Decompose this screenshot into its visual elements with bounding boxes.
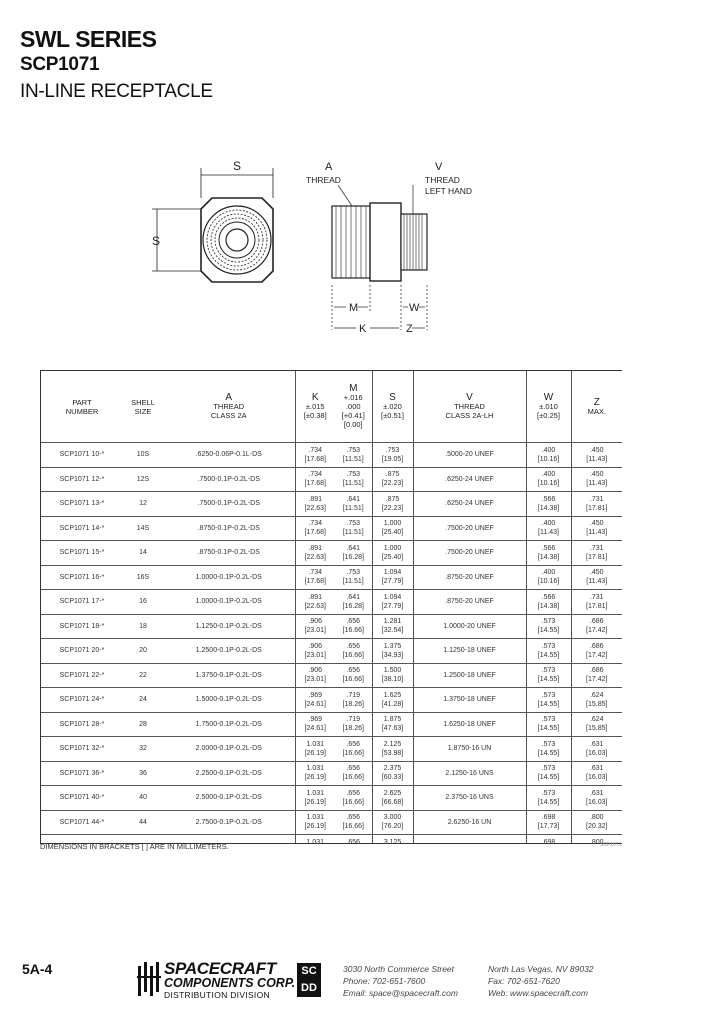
- table-row: [41, 712, 622, 737]
- cell-v: .8750-20 UNEF: [413, 565, 526, 590]
- cell-shell: 36: [123, 761, 163, 786]
- city: North Las Vegas, NV 89032: [488, 964, 594, 974]
- cell-a: 2.0000-0.1P-0.2L-DS: [163, 737, 295, 762]
- side-view: [332, 203, 427, 281]
- cell-w: .573 [14.55]: [526, 639, 571, 664]
- cell-a: 1.2500-0.1P-0.2L-DS: [163, 639, 295, 664]
- dim-m-label: M: [349, 302, 359, 314]
- cell-a: 1.7500-0.1P-0.2L-DS: [163, 712, 295, 737]
- cell-s: 1.000 [25.40]: [372, 516, 413, 541]
- cell-a: 1.3750-0.1P-0.2L-DS: [163, 663, 295, 688]
- cell-z: .631 [16.03]: [571, 761, 622, 786]
- spacecraft-logo-icon: [137, 962, 161, 996]
- dimensions-table-wrapper: [40, 370, 622, 844]
- cell-k: .969 [24.61]: [295, 712, 335, 737]
- cell-w: .698 [17.73]: [526, 810, 571, 835]
- header-shell: SHELL SIZE: [131, 397, 155, 416]
- dim-v-sub1: THREAD: [425, 175, 460, 185]
- table-row: [41, 565, 622, 590]
- cell-m: .719 [18.26]: [335, 712, 372, 737]
- dim-a-label: A: [325, 161, 333, 173]
- cell-a: .7500-0.1P-0.2L-DS: [163, 467, 295, 492]
- table-body: [41, 443, 622, 845]
- cell-w: .698: [526, 835, 571, 845]
- cell-w: .573 [14.55]: [526, 712, 571, 737]
- cell-w: .400 [11.43]: [526, 516, 571, 541]
- table-header-row: [41, 371, 622, 443]
- cell-m: .753 [11.51]: [335, 443, 372, 468]
- cell-w: .566 [14.38]: [526, 492, 571, 517]
- cell-a: 1.1250-0.1P-0.2L-DS: [163, 614, 295, 639]
- cell-v: [413, 835, 526, 845]
- cell-m: .656 [16.66]: [335, 663, 372, 688]
- cell-k: .906 [23.01]: [295, 663, 335, 688]
- fax: Fax: 702-651-7620: [488, 976, 560, 986]
- dim-k-label: K: [359, 323, 367, 335]
- cell-z: .631 [16.03]: [571, 786, 622, 811]
- cell-v: .6250-24 UNEF: [413, 467, 526, 492]
- cell-z: .800 [20.32]: [571, 810, 622, 835]
- cell-k: .969 [24.61]: [295, 688, 335, 713]
- description-title: IN-LINE RECEPTACLE: [20, 81, 213, 102]
- cell-v: .5000-20 UNEF: [413, 443, 526, 468]
- email: Email: space@spacecraft.com: [343, 988, 458, 998]
- header-part: PART NUMBER: [65, 397, 99, 416]
- brand-division: DISTRIBUTION DIVISION: [164, 990, 270, 1000]
- cell-shell: 14S: [123, 516, 163, 541]
- cell-m: .753 [11.51]: [335, 467, 372, 492]
- cell-a: .8750-0.1P-0.2L-DS: [163, 516, 295, 541]
- table-row: [41, 786, 622, 811]
- cell-z: .450 [11.43]: [571, 467, 622, 492]
- cell-shell: 28: [123, 712, 163, 737]
- cell-shell: 22: [123, 663, 163, 688]
- page-number: 5A-4: [22, 961, 53, 977]
- cell-w: .566 [14.38]: [526, 541, 571, 566]
- cell-v: .8750-20 UNEF: [413, 590, 526, 615]
- cell-s: 3.125: [372, 835, 413, 845]
- cell-w: .573 [14.55]: [526, 614, 571, 639]
- cell-z: .731 [17.81]: [571, 590, 622, 615]
- table-row: [41, 737, 622, 762]
- cell-v: .7500-20 UNEF: [413, 541, 526, 566]
- cell-part: SCP1071 24-*: [41, 688, 123, 713]
- cell-a: .8750-0.1P-0.2L-DS: [163, 541, 295, 566]
- dim-z-label: Z: [406, 323, 413, 335]
- cell-k: .891 [22.63]: [295, 492, 335, 517]
- table-row: [41, 467, 622, 492]
- dim-v-label: V: [435, 161, 443, 173]
- dim-a-sub: THREAD: [306, 175, 341, 185]
- technical-drawing: [0, 150, 720, 350]
- cell-part: SCP1071 17-*: [41, 590, 123, 615]
- cell-part: SCP1071 10-*: [41, 443, 123, 468]
- cell-z: .450 [11.43]: [571, 443, 622, 468]
- cell-w: .573 [14.55]: [526, 786, 571, 811]
- cell-s: 3.000 [76.20]: [372, 810, 413, 835]
- table-row: [41, 590, 622, 615]
- cell-part: SCP1071 36-*: [41, 761, 123, 786]
- cell-m: .656 [16.66]: [335, 810, 372, 835]
- cell-part: SCP1071 14-*: [41, 516, 123, 541]
- header-m: M +.016 .000 [+0.41] [0.00]: [341, 383, 365, 429]
- cell-v: 1.2500-18 UNEF: [413, 663, 526, 688]
- cell-s: 1.000 [25.40]: [372, 541, 413, 566]
- table-row: [41, 516, 622, 541]
- cell-m: .719 [18.26]: [335, 688, 372, 713]
- cell-v: 2.3750-16 UNS: [413, 786, 526, 811]
- brand-block: [164, 960, 295, 1000]
- dimensions-table: [41, 371, 622, 844]
- cell-part: SCP1071 18-*: [41, 614, 123, 639]
- cell-k: 1.031 [26.19]: [295, 761, 335, 786]
- cell-s: 2.625 [66.68]: [372, 786, 413, 811]
- cell-s: 1.625 [41.28]: [372, 688, 413, 713]
- cell-z: .624 [15.85]: [571, 712, 622, 737]
- cell-w: .400 [10.16]: [526, 467, 571, 492]
- cell-shell: 24: [123, 688, 163, 713]
- cell-part: SCP1071 16-*: [41, 565, 123, 590]
- cell-part: SCP1071 20-*: [41, 639, 123, 664]
- cell-v: .6250-24 UNEF: [413, 492, 526, 517]
- cell-k: .734 [17.68]: [295, 467, 335, 492]
- dim-s-top-label: S: [233, 159, 242, 173]
- cell-a: .6250-0.06P-0.1L-DS: [163, 443, 295, 468]
- cell-s: 1.281 [32.54]: [372, 614, 413, 639]
- cell-part: SCP1071 44-*: [41, 810, 123, 835]
- cell-m: .753 [11.51]: [335, 516, 372, 541]
- cell-k: .734 [17.68]: [295, 565, 335, 590]
- document-code: SCP1071: [600, 842, 622, 848]
- header-a: A THREAD CLASS 2A: [210, 392, 247, 420]
- cell-part: SCP1071 32-*: [41, 737, 123, 762]
- cell-m: .656 [16.66]: [335, 737, 372, 762]
- contact-right: [488, 963, 594, 999]
- cell-s: .753 [19.05]: [372, 443, 413, 468]
- dim-v-sub2: LEFT HAND: [425, 186, 473, 196]
- cell-shell: 44: [123, 810, 163, 835]
- cell-v: 1.6250-18 UNEF: [413, 712, 526, 737]
- cell-s: 1.094 [27.79]: [372, 565, 413, 590]
- header-v: V THREAD CLASS 2A-LH: [413, 371, 526, 443]
- cell-shell: 32: [123, 737, 163, 762]
- cell-s: 2.125 [53.98]: [372, 737, 413, 762]
- cell-shell: 12S: [123, 467, 163, 492]
- brand-name: SPACECRAFT: [164, 959, 276, 978]
- cell-k: .906 [23.01]: [295, 614, 335, 639]
- cell-w: .573 [14.55]: [526, 663, 571, 688]
- part-title: SCP1071: [20, 54, 100, 75]
- cell-m: .641 [11.51]: [335, 492, 372, 517]
- header-w: W ±.010 [±0.25]: [526, 371, 571, 443]
- header-z: Z MAX.: [571, 371, 622, 443]
- contact-left: [343, 963, 458, 999]
- website: Web: www.spacecraft.com: [488, 988, 588, 998]
- cell-s: 2.375 [60.33]: [372, 761, 413, 786]
- cell-z: .686 [17.42]: [571, 639, 622, 664]
- cell-m: .641 [16.28]: [335, 590, 372, 615]
- scdd-badge: SC DD: [297, 963, 321, 997]
- cell-v: 1.0000-20 UNEF: [413, 614, 526, 639]
- cell-a: 1.5000-0.1P-0.2L-DS: [163, 688, 295, 713]
- table-row: [41, 761, 622, 786]
- cell-shell: 14: [123, 541, 163, 566]
- cell-s: 1.500 [38.10]: [372, 663, 413, 688]
- cell-z: .800: [571, 835, 622, 845]
- table-row: [41, 639, 622, 664]
- phone: Phone: 702-651-7600: [343, 976, 426, 986]
- cell-k: .734 [17.68]: [295, 516, 335, 541]
- cell-shell: 16S: [123, 565, 163, 590]
- cell-v: 2.6250-16 UN: [413, 810, 526, 835]
- cell-m: .656: [335, 835, 372, 845]
- cell-part: SCP1071 22-*: [41, 663, 123, 688]
- cell-m: .656 [16.66]: [335, 761, 372, 786]
- brand-sub: COMPONENTS CORP.: [164, 976, 296, 990]
- cell-z: .624 [15.85]: [571, 688, 622, 713]
- front-view: [201, 198, 273, 282]
- cell-m: .656 [16.66]: [335, 639, 372, 664]
- cell-k: .906 [23.01]: [295, 639, 335, 664]
- cell-z: .731 [17.81]: [571, 492, 622, 517]
- cell-z: .450 [11.43]: [571, 565, 622, 590]
- table-row: [41, 443, 622, 468]
- cell-k: .891 [22.63]: [295, 541, 335, 566]
- cell-k: 1.031 [26.19]: [295, 737, 335, 762]
- cell-a: 2.5000-0.1P-0.2L-DS: [163, 786, 295, 811]
- cell-a: 2.2500-0.1P-0.2L-DS: [163, 761, 295, 786]
- cell-z: .731 [17.81]: [571, 541, 622, 566]
- cell-v: 1.1250-18 UNEF: [413, 639, 526, 664]
- series-title: SWL SERIES: [20, 26, 157, 52]
- cell-k: 1.031 [26.19]: [295, 786, 335, 811]
- cell-v: 1.8750-16 UN: [413, 737, 526, 762]
- address: 3030 North Commerce Street: [343, 964, 455, 974]
- cell-m: .656 [16.66]: [335, 786, 372, 811]
- cell-shell: 12: [123, 492, 163, 517]
- cell-a: .7500-0.1P-0.2L-DS: [163, 492, 295, 517]
- cell-part: SCP1071 13-*: [41, 492, 123, 517]
- cell-z: .686 [17.42]: [571, 663, 622, 688]
- cell-m: .641 [16.28]: [335, 541, 372, 566]
- cell-z: .686 [17.42]: [571, 614, 622, 639]
- header-k: K ±.015 [±0.38]: [295, 371, 335, 443]
- cell-k: 1.031 [26.19]: [295, 810, 335, 835]
- cell-m: .753 [11.51]: [335, 565, 372, 590]
- cell-part: SCP1071 28-*: [41, 712, 123, 737]
- cell-v: 2.1250-16 UNS: [413, 761, 526, 786]
- cell-z: .450 [11.43]: [571, 516, 622, 541]
- cell-m: .656 [16.66]: [335, 614, 372, 639]
- table-row: [41, 614, 622, 639]
- cell-s: 1.875 [47.63]: [372, 712, 413, 737]
- cell-w: .400 [10.16]: [526, 443, 571, 468]
- table-row: [41, 492, 622, 517]
- dim-s-side-label: S: [152, 234, 161, 248]
- cell-part: SCP1071 40-*: [41, 786, 123, 811]
- cell-shell: 16: [123, 590, 163, 615]
- dim-w-label: W: [409, 302, 420, 314]
- cell-s: 1.375 [34.93]: [372, 639, 413, 664]
- table-row: [41, 810, 622, 835]
- cell-a: 2.7500-0.1P-0.2L-DS: [163, 810, 295, 835]
- cell-shell: 40: [123, 786, 163, 811]
- cell-v: .7500-20 UNEF: [413, 516, 526, 541]
- table-row: [41, 663, 622, 688]
- cell-s: .875 [22.23]: [372, 467, 413, 492]
- cell-shell: 10S: [123, 443, 163, 468]
- cell-w: .573 [14.55]: [526, 688, 571, 713]
- cell-k: 1.031: [295, 835, 335, 845]
- cell-shell: 18: [123, 614, 163, 639]
- table-row: [41, 541, 622, 566]
- cell-k: .891 [22.63]: [295, 590, 335, 615]
- cell-w: .573 [14.55]: [526, 737, 571, 762]
- cell-z: .631 [16.03]: [571, 737, 622, 762]
- cell-a: 1.0000-0.1P-0.2L-DS: [163, 590, 295, 615]
- cell-shell: 20: [123, 639, 163, 664]
- cell-a: 1.0000-0.1P-0.2L-DS: [163, 565, 295, 590]
- header-s: S ±.020 [±0.51]: [372, 371, 413, 443]
- cell-s: .875 [22.23]: [372, 492, 413, 517]
- cell-part: SCP1071 12-*: [41, 467, 123, 492]
- cell-w: .400 [10.16]: [526, 565, 571, 590]
- cell-part: SCP1071 15-*: [41, 541, 123, 566]
- cell-w: .566 [14.38]: [526, 590, 571, 615]
- cell-k: .734 [17.68]: [295, 443, 335, 468]
- footnote: DIMENSIONS IN BRACKETS [ ] ARE IN MILLIMETERS.: [40, 842, 229, 851]
- cell-s: 1.094 [27.79]: [372, 590, 413, 615]
- cell-v: 1.3750-18 UNEF: [413, 688, 526, 713]
- table-row: [41, 688, 622, 713]
- cell-w: .573 [14.55]: [526, 761, 571, 786]
